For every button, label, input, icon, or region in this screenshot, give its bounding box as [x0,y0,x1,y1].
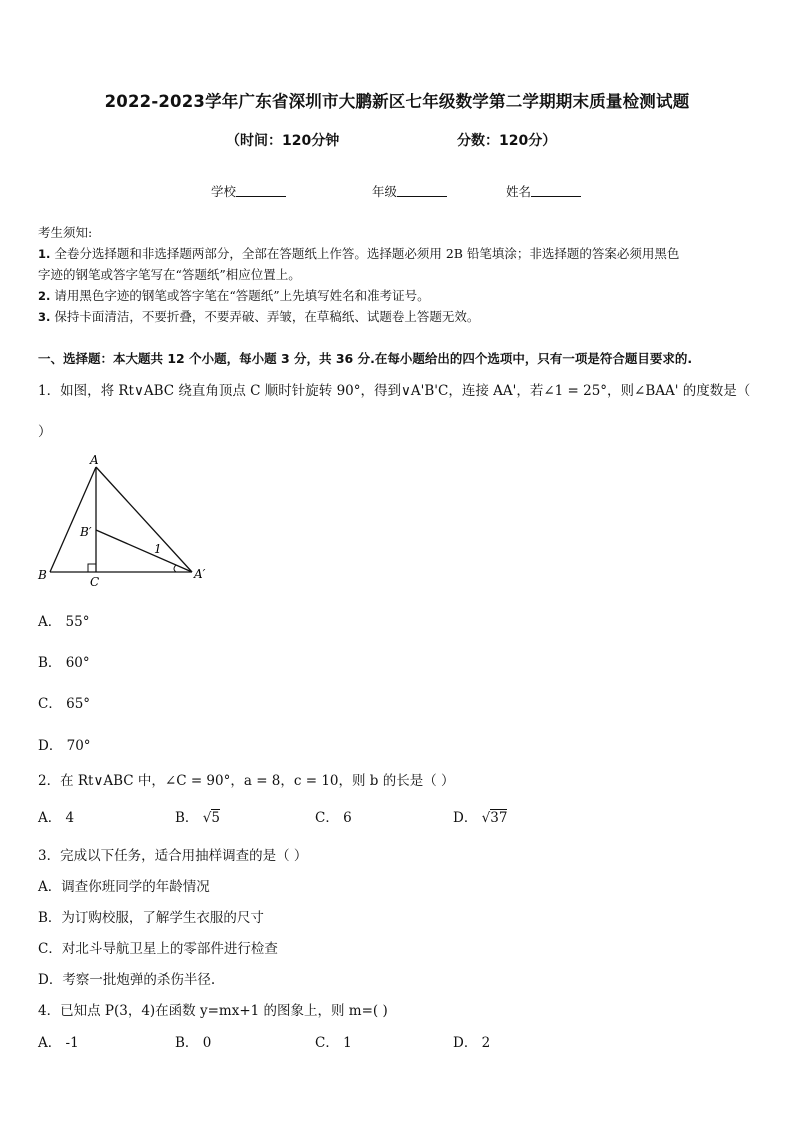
note-item-1 [38,243,679,265]
section-heading: 一、选择题：本大题共 12 个小题，每小题 3 分，共 36 分.在每小题给出的四个选项中，只有一项是符合题目要求的. [38,351,693,366]
note-item-3 [38,306,479,328]
q3-option-a[interactable]: A．调查你班同学的年龄情况 [38,879,210,895]
notes-heading: 考生须知: [38,225,93,240]
right-angle-mark [88,564,96,572]
q1-option-a[interactable]: A． 55° [38,614,90,630]
note-1-line2: 字迹的钢笔或答字笔写在“答题纸”相应位置上。 [38,267,301,282]
q1-text-cont: ） [38,424,52,440]
q2-option-b-label: B． [175,810,199,826]
q4-option-b[interactable]: B． 0 [175,1035,212,1051]
note-3-num: 3. [38,310,51,324]
q2-text: 2．在 Rt∨ABC 中，∠C = 90°，a = 8，c = 10，则 b 的长是（ ） [38,773,455,789]
label-C: C [90,575,100,589]
line-AB [50,467,96,572]
q4-option-c[interactable]: C． 1 [315,1035,352,1051]
q3-option-b[interactable]: B．为订购校服，了解学生衣服的尺寸 [38,910,264,926]
school-label: 学校 [211,184,237,199]
q4-text: 4．已知点 P(3，4)在函数 y=mx+1 的图象上，则 m=( ) [38,1003,388,1019]
q1-option-d[interactable]: D． 70° [38,738,91,754]
note-item-2 [38,285,430,307]
note-2-num: 2. [38,289,51,303]
q2-option-a[interactable]: A． 4 [38,810,75,826]
q3-option-d[interactable]: D．考察一批炮弹的杀伤半径. [38,972,216,988]
label-Ap: A′ [194,567,206,581]
name-blank[interactable] [531,184,581,197]
page-title: 2022-2023学年广东省深圳市大鹏新区七年级数学第二学期期末质量检测试题 [104,92,690,111]
q3-text: 3．完成以下任务，适合用抽样调查的是（ ） [38,848,308,864]
q2-option-b[interactable] [175,806,220,826]
q4-option-d[interactable]: D． 2 [453,1035,491,1051]
line-AAp [96,467,192,572]
label-angle-1: 1 [154,542,162,556]
note-3-line1: 保持卡面清洁，不要折叠，不要弄破、弄皱，在草稿纸、试题卷上答题无效。 [50,309,480,324]
q2-option-b-radicand: 5 [211,810,220,826]
school-blank[interactable] [236,184,286,197]
line-BpAp [96,530,192,572]
label-A: A [90,453,99,467]
exam-score: 分数：120分） [457,133,557,149]
note-1-num: 1. [38,247,51,261]
exam-time: （时间：120分钟 [226,133,340,149]
note-1-line1: 全卷分选择题和非选择题两部分，全部在答题纸上作答。选择题必须用 2B 铅笔填涂；非选择题的答案必须用黑色 [50,246,680,261]
grade-field[interactable] [372,182,447,200]
q1-figure [30,452,220,592]
label-B: B [38,568,47,582]
name-field[interactable] [506,182,581,200]
q4-option-a[interactable]: A． -1 [38,1035,79,1051]
q2-option-d[interactable] [453,806,507,826]
q1-option-c[interactable]: C． 65° [38,696,91,712]
sqrt-symbol-icon: √ [202,810,212,826]
q2-option-d-radicand: 37 [490,810,508,826]
sqrt-symbol-icon: √ [481,810,491,826]
school-field[interactable] [211,182,286,200]
q1-text: 1．如图，将 Rt∨ABC 绕直角顶点 C 顺时针旋转 90°，得到∨A'B'C，连接 AA'，若∠1 = 25°，则∠BAA' 的度数是（ [38,383,751,399]
q2-option-d-label: D． [453,810,478,826]
grade-label: 年级 [372,184,398,199]
angle-1-arc [174,565,176,572]
note-2-line1: 请用黑色字迹的钢笔或答字笔在“答题纸”上先填写姓名和准考证号。 [50,288,430,303]
q2-option-c[interactable]: C． 6 [315,810,352,826]
label-Bp: B′ [80,525,92,539]
q3-option-c[interactable]: C．对北斗导航卫星上的零部件进行检查 [38,941,278,957]
name-label: 姓名 [506,184,532,199]
q1-option-b[interactable]: B． 60° [38,655,90,671]
grade-blank[interactable] [397,184,447,197]
